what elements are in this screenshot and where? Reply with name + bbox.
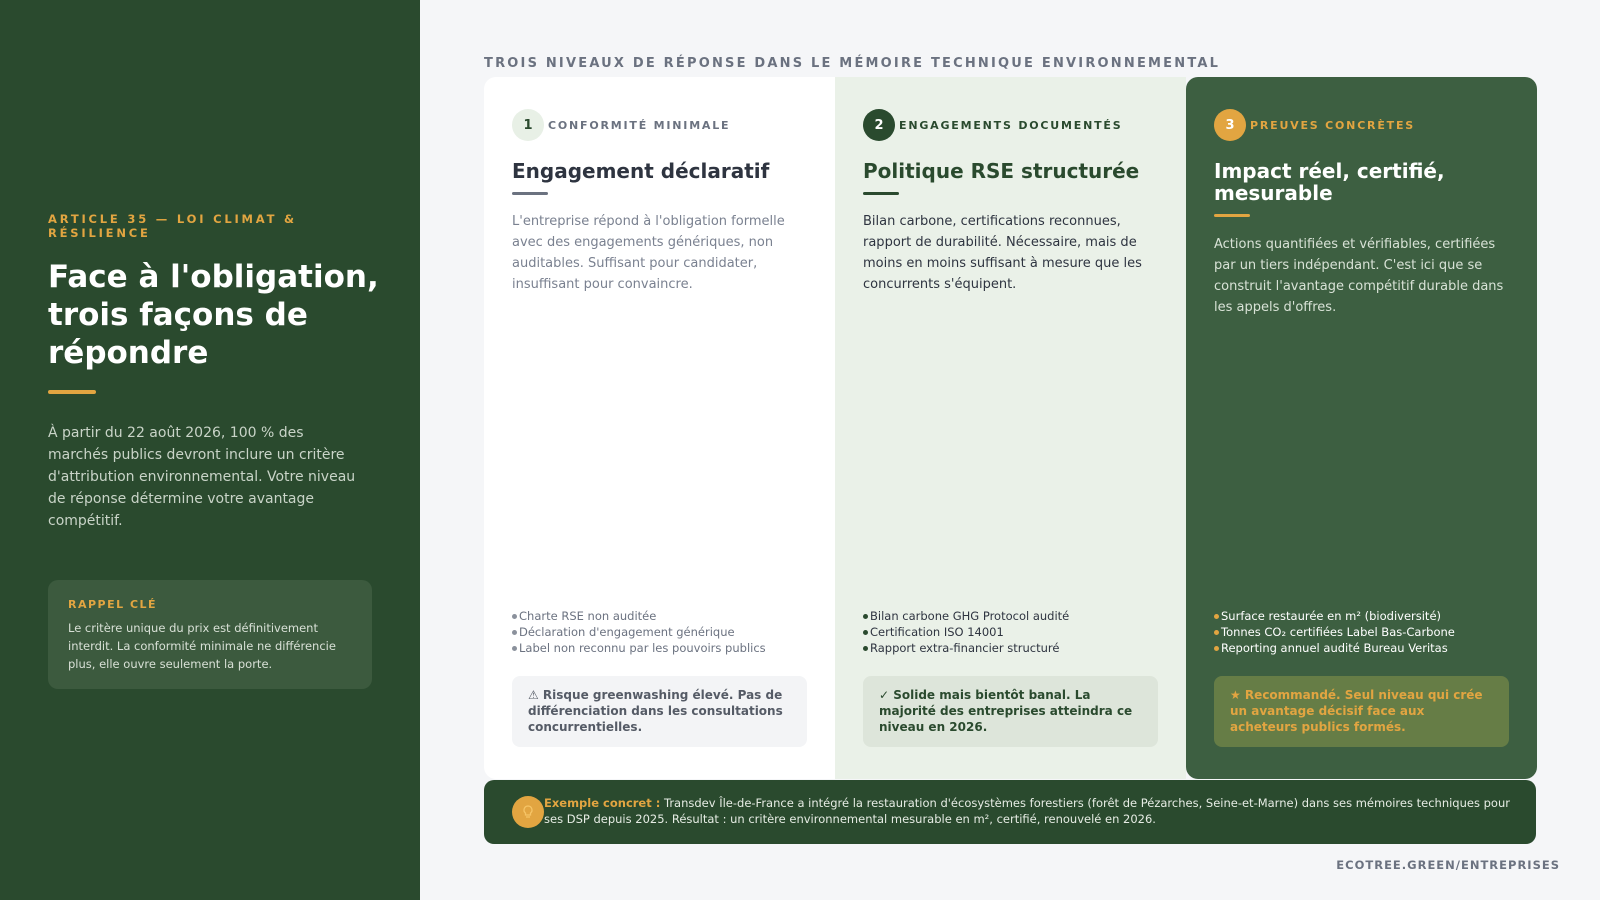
title-underline <box>48 390 96 394</box>
card-title: Politique RSE structurée <box>863 159 1140 183</box>
list-item <box>512 624 822 640</box>
page-title: Face à l'obligation, trois façons de répondre <box>48 259 379 371</box>
sidebar-eyebrow: ARTICLE 35 — LOI CLIMAT & RÉSILIENCE <box>48 212 297 240</box>
bullet-dot-icon <box>512 630 517 635</box>
section-heading: TROIS NIVEAUX DE RÉPONSE DANS LE MÉMOIRE TECHNIQUE ENVIRONNEMENTAL <box>484 56 1221 71</box>
bullet-dot-icon <box>512 614 517 619</box>
list-item-text: Bilan carbone GHG Protocol audité <box>870 609 1070 623</box>
card-description: Bilan carbone, certifications reconnues, rapport de durabilité. Nécessaire, mais de moins en moins suffisant à mesure que les concurrents s'équipent. <box>863 214 1142 292</box>
bullet-dot-icon <box>863 646 868 651</box>
bullet-dot-icon <box>863 614 868 619</box>
list-item <box>863 640 1173 656</box>
card-title: Engagement déclaratif <box>512 159 770 183</box>
list-item-text: Charte RSE non auditée <box>519 609 657 623</box>
level-card-3 <box>1186 77 1537 779</box>
card-divider <box>863 192 899 195</box>
level-card-1 <box>484 77 835 779</box>
level-label: PREUVES CONCRÈTES <box>1250 118 1415 132</box>
card-divider <box>1214 214 1250 217</box>
lightbulb-icon <box>512 796 544 828</box>
list-item <box>863 608 1173 624</box>
level-label: CONFORMITÉ MINIMALE <box>548 118 731 132</box>
example-text <box>544 795 1514 827</box>
card-callout: ★ Recommandé. Seul niveau qui crée un avantage décisif face aux acheteurs publics formés. <box>1214 676 1509 747</box>
bullet-dot-icon <box>1214 630 1219 635</box>
list-item <box>1214 608 1524 624</box>
level-number-badge: 1 <box>512 109 544 141</box>
level-number-badge: 2 <box>863 109 895 141</box>
level-label: ENGAGEMENTS DOCUMENTÉS <box>899 118 1123 132</box>
example-body: Transdev Île-de-France a intégré la restauration d'écosystèmes forestiers (forêt de Pézarches, Seine-et-Marne) dans ses mémoires techniques pour ses DSP depuis 2025. Résultat : un critère environnemental mesurable en m², certifié, renouvelé en 2026. <box>544 796 1510 826</box>
list-item-text: Label non reconnu par les pouvoirs publics <box>519 641 766 655</box>
list-item-text: Tonnes CO₂ certifiées Label Bas-Carbone <box>1221 625 1455 639</box>
bullet-dot-icon <box>1214 646 1219 651</box>
level-header <box>863 109 1122 141</box>
card-bullet-list <box>863 608 1173 656</box>
level-header <box>512 109 730 141</box>
card-title: Impact réel, certifié, mesurable <box>1214 159 1445 205</box>
list-item <box>512 640 822 656</box>
list-item <box>1214 640 1524 656</box>
card-description: Actions quantifiées et vérifiables, certifiées par un tiers indépendant. C'est ici que se construit l'avantage compétitif durable dans les appels d'offres. <box>1214 237 1504 315</box>
level-number-badge: 3 <box>1214 109 1246 141</box>
footer-url: ECOTREE.GREEN/ENTREPRISES <box>1336 858 1560 872</box>
card-description: L'entreprise répond à l'obligation formelle avec des engagements génériques, non auditables. Suffisant pour candidater, insuffisant pour convaincre. <box>512 214 785 292</box>
bullet-dot-icon <box>512 646 517 651</box>
card-callout: ✓ Solide mais bientôt banal. La majorité des entreprises atteindra ce niveau en 2026. <box>863 676 1158 747</box>
sidebar-intro: À partir du 22 août 2026, 100 % des marchés publics devront inclure un critère d'attribution environnemental. Votre niveau de réponse détermine votre avantage compétitif. <box>48 425 356 529</box>
card-callout: ⚠ Risque greenwashing élevé. Pas de différenciation dans les consultations concurrentielles. <box>512 676 807 747</box>
key-reminder-title: RAPPEL CLÉ <box>68 598 158 611</box>
list-item-text: Surface restaurée en m² (biodiversité) <box>1221 609 1441 623</box>
example-lead: Exemple concret : <box>544 796 661 810</box>
list-item-text: Rapport extra-financier structuré <box>870 641 1060 655</box>
card-bullet-list <box>1214 608 1524 656</box>
list-item <box>863 624 1173 640</box>
bullet-dot-icon <box>1214 614 1219 619</box>
card-bullet-list <box>512 608 822 656</box>
list-item <box>1214 624 1524 640</box>
key-reminder-box <box>48 580 372 689</box>
list-item-text: Reporting annuel audité Bureau Veritas <box>1221 641 1448 655</box>
bullet-dot-icon <box>863 630 868 635</box>
list-item-text: Certification ISO 14001 <box>870 625 1004 639</box>
list-item <box>512 608 822 624</box>
sidebar <box>0 0 420 900</box>
list-item-text: Déclaration d'engagement générique <box>519 625 735 639</box>
example-banner <box>484 780 1536 844</box>
level-card-2 <box>835 77 1186 779</box>
key-reminder-text: Le critère unique du prix est définitivement interdit. La conformité minimale ne différencie plus, elle ouvre seulement la porte. <box>68 621 336 671</box>
card-divider <box>512 192 548 195</box>
level-header <box>1214 109 1415 141</box>
